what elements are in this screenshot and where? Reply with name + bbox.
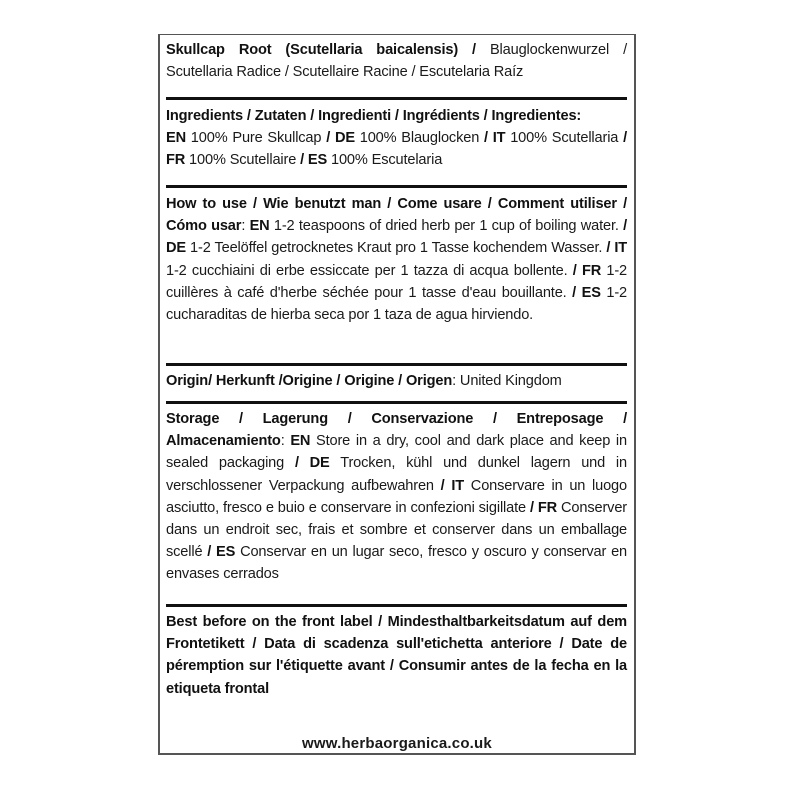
lang-code-it: IT [451, 477, 465, 494]
best-before-section [166, 611, 627, 700]
separator: / [294, 455, 299, 472]
lang-code-en: EN [249, 218, 270, 235]
divider [166, 401, 627, 404]
lang-code-de: DE [166, 240, 186, 257]
storage-it: Conservare in un luogo asciutto, fresco e buio e conservare in confezioni sigillate [166, 477, 627, 516]
storage-es: Conservar en un lugar seco, fresco y oscuro y conservar en envases cerrados [166, 544, 628, 583]
separator: / [440, 477, 445, 494]
separator: / [326, 130, 331, 147]
separator: / [483, 130, 488, 147]
how-to-use-heading: How to use / Wie benutzt man / Come usare / Comment utiliser / Cómo usar [166, 196, 627, 235]
ingredient-en: 100% Pure Skullcap [185, 130, 327, 147]
lang-code-es: ES [216, 544, 236, 561]
origin-heading: Origin/ Herkunft /Origine / Origine / Origen [166, 373, 453, 389]
lang-code-en: EN [166, 130, 186, 147]
origin-section [166, 370, 627, 392]
divider [166, 97, 627, 100]
usage-en: 1-2 teaspoons of dried herb per 1 cup of boiling water. [269, 218, 624, 235]
product-name-translations: Blauglockenwurzel / Scutellaria Radice / Scutellaire Racine / Escutelaria Raíz [166, 42, 627, 81]
divider [166, 604, 627, 607]
ingredient-de: 100% Blauglocken [354, 130, 484, 147]
product-name-section [166, 39, 627, 83]
origin-value: United Kingdom [456, 373, 562, 389]
ingredient-it: 100% Scutellaria [505, 130, 624, 147]
separator: / [623, 130, 627, 147]
lang-code-de: DE [309, 455, 330, 472]
storage-section [166, 408, 627, 586]
separator: / [572, 262, 577, 279]
ingredients-heading: Ingredients / Zutaten / Ingredienti / Ingrédients / Ingredientes: [166, 108, 582, 124]
separator: / [300, 152, 304, 169]
usage-it: 1-2 cucchiaini di erbe essiccate per 1 tazza di acqua bollente. [166, 262, 573, 279]
usage-es: 1-2 cucharaditas de hierba seca por 1 taza de agua hirviendo. [166, 284, 627, 324]
storage-de: Trocken, kühl und dunkel lagern und in verschlossener Verpackung aufbewahren [166, 455, 627, 494]
lang-code-de: DE [334, 130, 355, 147]
lang-code-es: ES [307, 152, 328, 169]
how-to-use-section [166, 193, 627, 326]
separator: / [207, 544, 212, 561]
divider [166, 185, 627, 188]
usage-fr: 1-2 cuillères à café d'herbe séchée pour 1 tasse d'eau bouillante. [166, 262, 628, 301]
lang-code-it: IT [614, 240, 627, 257]
storage-en: Store in a dry, cool and dark place and keep in sealed packaging [166, 433, 627, 472]
separator: / [606, 240, 611, 257]
ingredients-section [166, 105, 627, 172]
separator: / [529, 499, 534, 516]
divider [166, 363, 627, 366]
product-label [158, 34, 636, 755]
lang-code-fr: FR [166, 152, 186, 169]
separator: / [623, 218, 627, 235]
colon: : [280, 433, 285, 450]
website-url: www.herbaorganica.co.uk [302, 735, 492, 752]
ingredient-fr: 100% Scutellaire [185, 152, 301, 169]
usage-de: 1-2 Teelöffel getrocknetes Kraut pro 1 Tasse kochendem Wasser. [185, 240, 607, 257]
separator: / [572, 284, 577, 301]
lang-code-en: EN [290, 433, 311, 450]
lang-code-fr: FR [581, 262, 602, 279]
ingredient-es: 100% Escutelaria [327, 152, 443, 169]
product-name-bold: Skullcap Root (Scutellaria baicalensis) / [166, 42, 476, 58]
storage-heading: Storage / Lagerung / Conservazione / Entreposage / Almacenamiento [166, 411, 627, 450]
lang-code-fr: FR [537, 499, 558, 516]
lang-code-it: IT [492, 130, 506, 147]
storage-fr: Conserver dans un endroit sec, frais et sombre et conserver dans un emballage scellé [166, 499, 628, 561]
colon: : [452, 373, 457, 389]
lang-code-es: ES [581, 284, 601, 301]
best-before-text: Best before on the front label / Mindesthaltbarkeitsdatum auf dem Frontetikett / Data di scadenza sull'etichetta anteriore / Date de péremption sur l'étiquette avant / Consumir antes de la fecha en la etiqueta frontal [166, 614, 627, 697]
colon: : [241, 218, 246, 235]
